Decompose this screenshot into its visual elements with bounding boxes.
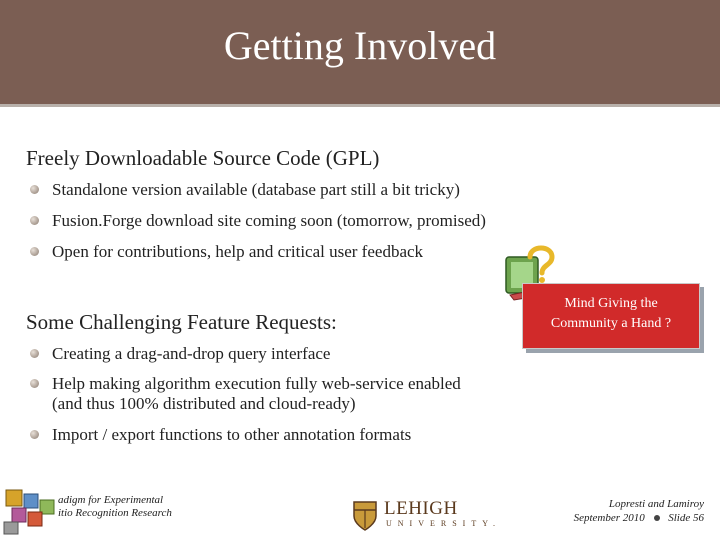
footer-date: September 2010 xyxy=(573,512,645,524)
bullet-item: Standalone version available (database part still a bit tricky) xyxy=(30,180,486,200)
bullet-item: Open for contributions, help and critical user feedback xyxy=(30,242,486,262)
bullet-dot-icon xyxy=(30,349,39,358)
footer-slide-number: Slide 56 xyxy=(668,512,704,524)
lehigh-logo-subtext: UNIVERSITY. xyxy=(386,519,501,528)
callout-text: Mind Giving the Community a Hand ? xyxy=(550,296,672,331)
bullet-dot-icon xyxy=(30,430,39,439)
callout-box xyxy=(522,283,700,349)
section-heading-features: Some Challenging Feature Requests: xyxy=(26,310,337,334)
footer-separator-dot xyxy=(654,515,660,521)
source-bullet-list xyxy=(30,180,486,262)
bullet-item: Creating a drag-and-drop query interface xyxy=(30,344,461,364)
bullet-item: Fusion.Forge download site coming soon (tomorrow, promised) xyxy=(30,211,486,231)
lehigh-shield-icon xyxy=(352,500,378,532)
footer-right-text xyxy=(574,497,704,525)
bullet-dot-icon xyxy=(30,216,39,225)
bullet-dot-icon xyxy=(30,247,39,256)
bullet-item: Help making algorithm execution fully web-service enabled (and thus 100% distributed and cloud-ready) xyxy=(30,374,461,414)
bullet-dot-icon xyxy=(30,185,39,194)
slide-title: Getting Involved xyxy=(223,23,497,68)
footer-left-text: adigm for Experimental itio Recognition Research xyxy=(58,494,172,519)
section-heading-source: Freely Downloadable Source Code (GPL) xyxy=(26,146,380,170)
lehigh-logo-text: LEHIGH xyxy=(384,498,458,519)
bullet-item: Import / export functions to other annotation formats xyxy=(30,425,461,445)
footer-authors: Lopresti and Lamiroy xyxy=(608,498,704,510)
bullet-dot-icon xyxy=(30,379,39,388)
title-divider xyxy=(0,104,720,107)
dae-logo-icon xyxy=(2,486,60,536)
feature-bullet-list xyxy=(30,344,461,445)
